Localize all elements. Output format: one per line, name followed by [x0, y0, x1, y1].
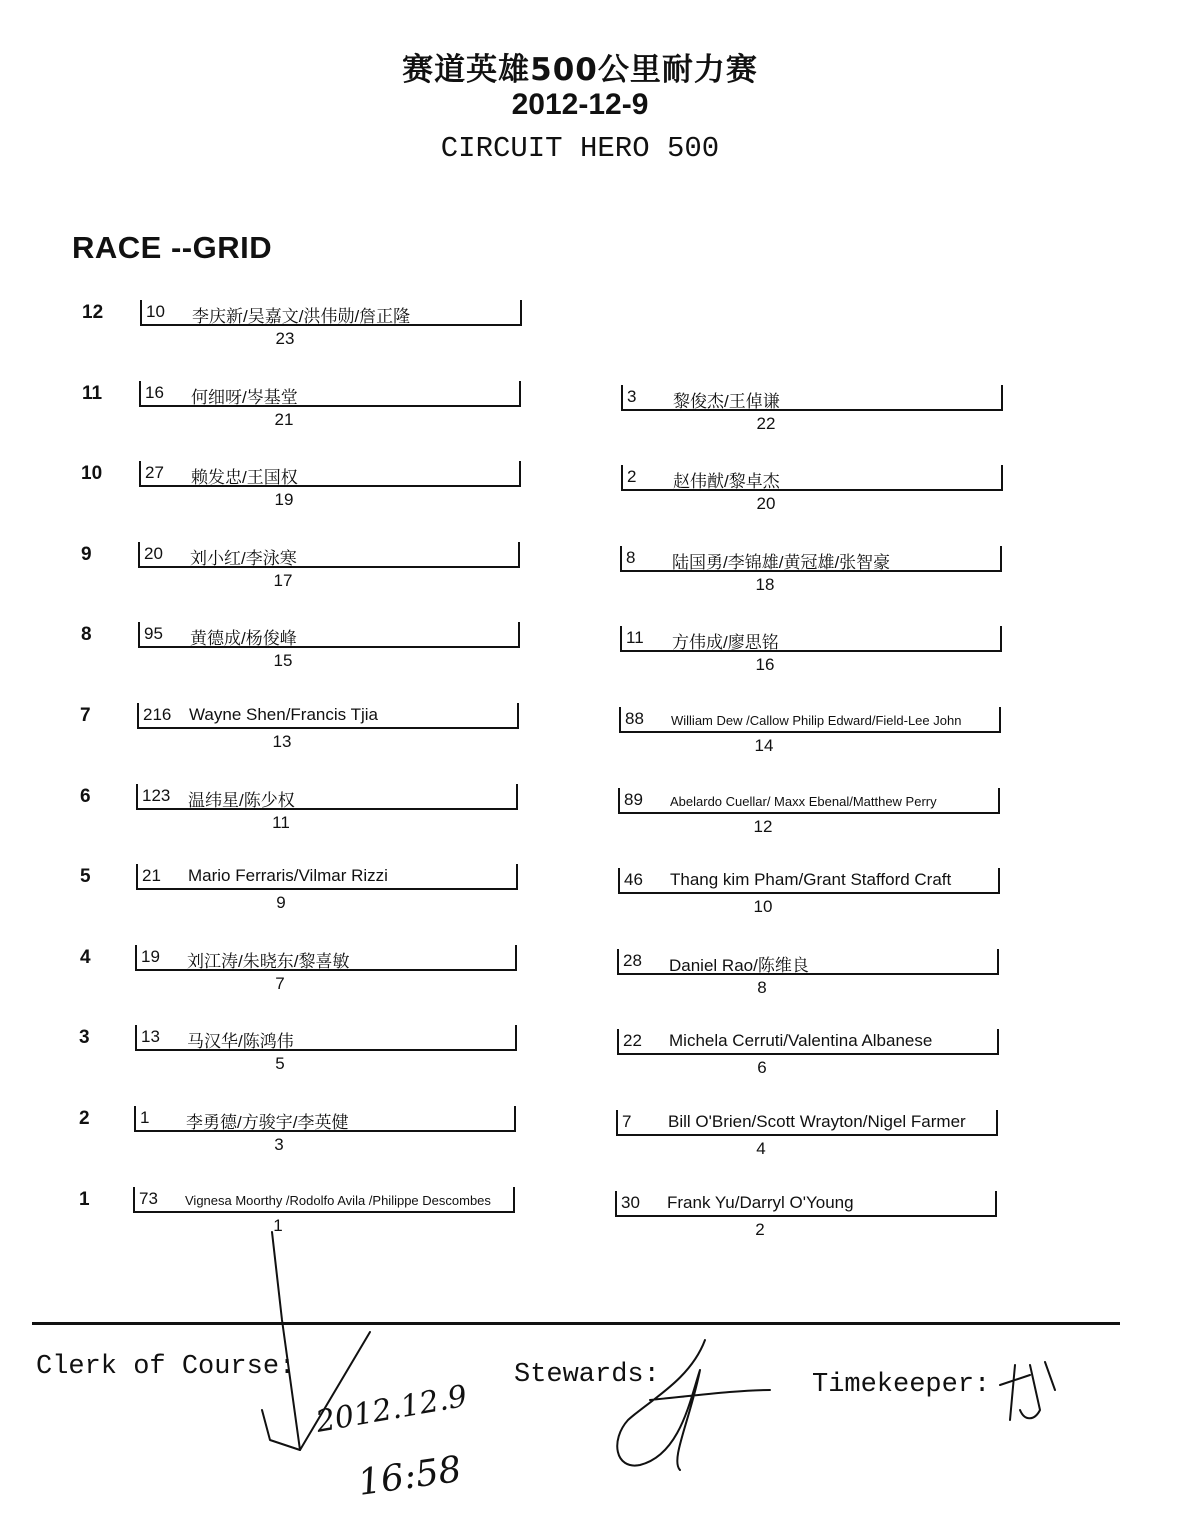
grid-row-label: 6 [80, 786, 91, 807]
grid-position: 16 [755, 655, 775, 674]
grid-row-label: 4 [80, 947, 91, 968]
driver-names: 马汉华/陈鸿伟 [187, 1032, 294, 1051]
grid-row-label: 1 [79, 1189, 90, 1210]
car-number: 7 [622, 1112, 632, 1131]
car-number: 3 [627, 387, 637, 406]
grid-position: 14 [754, 736, 774, 755]
car-number: 8 [626, 548, 636, 567]
grid-position: 10 [753, 897, 773, 916]
car-number: 88 [625, 709, 644, 728]
driver-names: 方伟成/廖思铭 [672, 633, 779, 652]
grid-position: 1 [273, 1216, 283, 1235]
car-number: 20 [144, 544, 163, 563]
car-number: 11 [626, 628, 644, 647]
event-title-english: CIRCUIT HERO 500 [440, 132, 720, 165]
driver-names: 李勇德/方骏宇/李英健 [186, 1113, 349, 1132]
timekeeper-label: Timekeeper: [812, 1370, 991, 1400]
driver-names: 刘小红/李泳寒 [190, 549, 297, 568]
driver-names: 李庆新/吴嘉文/洪伟勋/詹正隆 [192, 307, 411, 326]
grid-position: 23 [275, 329, 295, 348]
driver-names: 陆国勇/李锦雄/黄冠雄/张智豪 [672, 553, 891, 572]
grid-row-label: 10 [81, 463, 103, 484]
grid-row-label: 9 [81, 544, 92, 565]
grid-position: 11 [272, 813, 290, 832]
grid-position: 15 [273, 651, 293, 670]
grid-position: 12 [753, 817, 773, 836]
car-number: 28 [623, 951, 642, 970]
clerk-handwritten-date: 2012.12.9 [313, 1378, 470, 1440]
grid-position: 18 [755, 575, 775, 594]
car-number: 30 [621, 1193, 640, 1212]
driver-names: Bill O'Brien/Scott Wrayton/Nigel Farmer [668, 1112, 966, 1131]
grid-position: 17 [273, 571, 293, 590]
grid-row-label: 2 [79, 1108, 90, 1129]
grid-position: 9 [276, 893, 286, 912]
car-number: 46 [624, 870, 643, 889]
driver-names: Michela Cerruti/Valentina Albanese [669, 1031, 933, 1050]
car-number: 73 [139, 1189, 158, 1208]
driver-names: Frank Yu/Darryl O'Young [667, 1193, 854, 1212]
grid-position: 13 [272, 732, 292, 751]
stewards-label: Stewards: [514, 1360, 660, 1390]
car-number: 16 [145, 383, 164, 402]
car-number: 216 [143, 705, 172, 724]
driver-names: Daniel Rao/陈维良 [669, 956, 809, 975]
car-number: 21 [142, 866, 161, 885]
grid-position: 8 [757, 978, 767, 997]
driver-names: 温纬星/陈少权 [188, 791, 295, 810]
driver-names: Wayne Shen/Francis Tjia [189, 705, 378, 724]
driver-names: Thang kim Pham/Grant Stafford Craft [670, 870, 952, 889]
driver-names: 黎俊杰/王倬谦 [673, 392, 780, 411]
car-number: 19 [141, 947, 160, 966]
grid-position: 3 [274, 1135, 284, 1154]
clerk-signature-stroke [272, 1232, 300, 1450]
event-title-chinese: 赛道英雄500公里耐力赛 [402, 52, 758, 88]
car-number: 123 [142, 786, 171, 805]
timekeeper-signature [1000, 1362, 1055, 1420]
grid-position: 5 [275, 1054, 285, 1073]
grid-row-label: 12 [82, 302, 104, 323]
grid-row-label: 11 [82, 383, 103, 404]
grid-position: 21 [274, 410, 294, 429]
grid-row-label: 7 [80, 705, 91, 726]
grid-position: 6 [757, 1058, 767, 1077]
car-number: 95 [144, 624, 163, 643]
event-date: 2012-12-9 [511, 88, 649, 121]
clerk-handwritten-time: 16:58 [355, 1448, 464, 1504]
driver-names: 黄德成/杨俊峰 [190, 629, 297, 648]
driver-names: 赵伟猷/黎卓杰 [673, 472, 780, 491]
driver-names: Abelardo Cuellar/ Maxx Ebenal/Matthew Perry [670, 794, 937, 809]
grid-position: 2 [755, 1220, 765, 1239]
driver-names: William Dew /Callow Philip Edward/Field-Lee John [671, 713, 962, 728]
car-number: 27 [145, 463, 164, 482]
driver-names: 刘江涛/朱晓东/黎喜敏 [187, 952, 350, 971]
car-number: 2 [627, 467, 637, 486]
driver-names: Mario Ferraris/Vilmar Rizzi [188, 866, 388, 885]
driver-names: Vignesa Moorthy /Rodolfo Avila /Philippe Descombes [185, 1193, 491, 1208]
driver-names: 赖发忠/王国权 [191, 468, 298, 487]
stewards-signature [617, 1340, 770, 1470]
car-number: 22 [623, 1031, 642, 1050]
grid-row-label: 8 [81, 624, 92, 645]
grid-row-label: 3 [79, 1027, 90, 1048]
clerk-of-course-label: Clerk of Course: [36, 1352, 296, 1382]
grid-position: 19 [274, 490, 294, 509]
driver-names: 何细呀/岑基堂 [191, 388, 298, 407]
grid-position: 22 [756, 414, 776, 433]
car-number: 10 [146, 302, 165, 321]
grid-position: 20 [756, 494, 776, 513]
grid-position: 4 [756, 1139, 766, 1158]
car-number: 1 [140, 1108, 150, 1127]
grid-position: 7 [275, 974, 285, 993]
car-number: 13 [141, 1027, 160, 1046]
grid-row-label: 5 [80, 866, 91, 887]
car-number: 89 [624, 790, 643, 809]
section-title: RACE --GRID [72, 230, 273, 265]
